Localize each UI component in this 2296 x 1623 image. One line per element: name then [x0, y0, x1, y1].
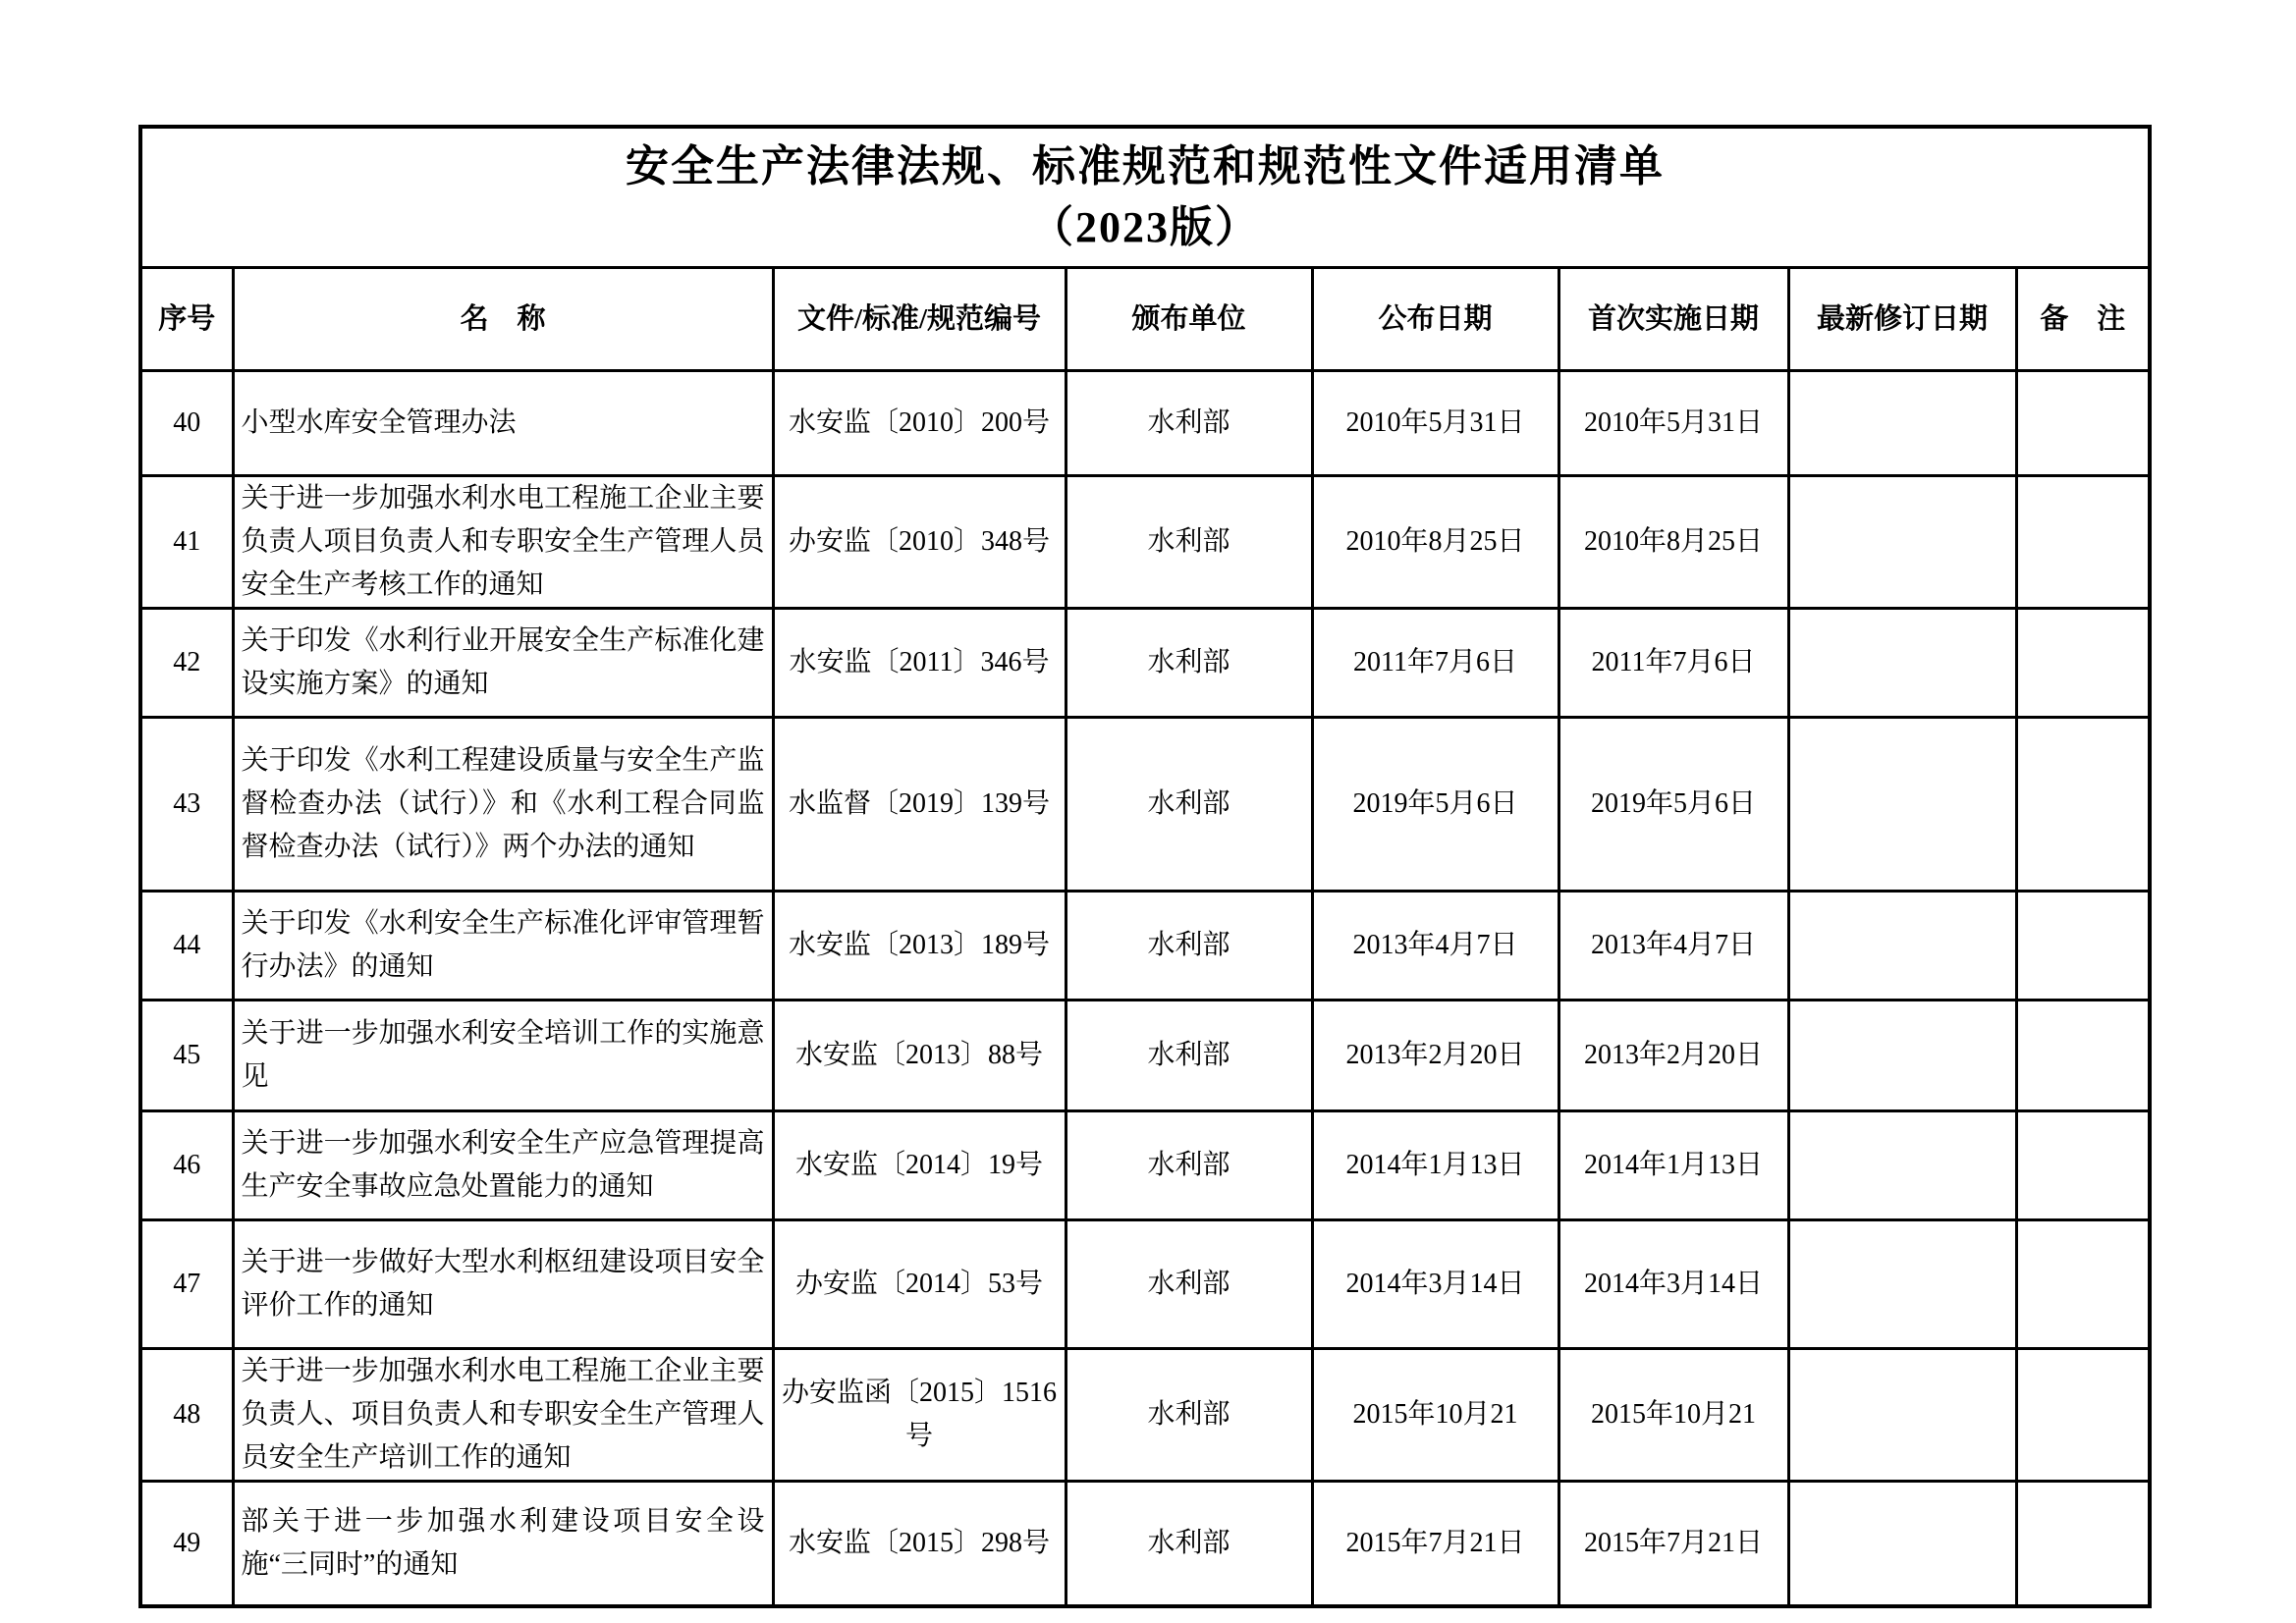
cell-latest-revision-date: [1788, 371, 2016, 476]
cell-no: 48: [140, 1349, 233, 1482]
cell-name: 部关于进一步加强水利建设项目安全设施“三同时”的通知: [233, 1482, 773, 1607]
cell-issuer: 水利部: [1066, 1001, 1312, 1111]
cell-issuer: 水利部: [1066, 476, 1312, 609]
table-row: [140, 371, 2150, 476]
cell-latest-revision-date: [1788, 476, 2016, 609]
col-header-no: 序号: [140, 268, 233, 371]
cell-name: 小型水库安全管理办法: [233, 371, 773, 476]
cell-publish-date: 2010年5月31日: [1312, 371, 1558, 476]
cell-doc-no: 办安监〔2010〕348号: [773, 476, 1066, 609]
cell-no: 45: [140, 1001, 233, 1111]
cell-no: 44: [140, 892, 233, 1001]
cell-remark: [2016, 1482, 2150, 1607]
cell-issuer: 水利部: [1066, 718, 1312, 892]
document-title-edition: （2023版）: [1030, 203, 1260, 251]
cell-issuer: 水利部: [1066, 892, 1312, 1001]
cell-first-impl-date: 2014年1月13日: [1558, 1111, 1788, 1220]
table-row: [140, 1001, 2150, 1111]
table-row: [140, 1220, 2150, 1349]
cell-remark: [2016, 476, 2150, 609]
cell-name: 关于进一步加强水利安全培训工作的实施意见: [233, 1001, 773, 1111]
table-row: [140, 476, 2150, 609]
cell-doc-no: 水安监〔2013〕88号: [773, 1001, 1066, 1111]
cell-first-impl-date: 2015年10月21: [1558, 1349, 1788, 1482]
cell-name: 关于印发《水利工程建设质量与安全生产监督检查办法（试行）》和《水利工程合同监督检查办法（试行）》两个办法的通知: [233, 718, 773, 892]
cell-remark: [2016, 609, 2150, 718]
cell-first-impl-date: 2014年3月14日: [1558, 1220, 1788, 1349]
cell-doc-no: 水监督〔2019〕139号: [773, 718, 1066, 892]
col-header-remark: 备 注: [2016, 268, 2150, 371]
cell-latest-revision-date: [1788, 609, 2016, 718]
cell-doc-no: 水安监〔2011〕346号: [773, 609, 1066, 718]
cell-doc-no: 办安监〔2014〕53号: [773, 1220, 1066, 1349]
table-row: [140, 718, 2150, 892]
cell-name: 关于印发《水利行业开展安全生产标准化建设实施方案》的通知: [233, 609, 773, 718]
col-header-issuer: 颁布单位: [1066, 268, 1312, 371]
cell-remark: [2016, 1220, 2150, 1349]
cell-doc-no: 水安监〔2010〕200号: [773, 371, 1066, 476]
cell-name: 关于进一步加强水利水电工程施工企业主要负责人、项目负责人和专职安全生产管理人员安全生产培训工作的通知: [233, 1349, 773, 1482]
cell-latest-revision-date: [1788, 718, 2016, 892]
cell-first-impl-date: 2019年5月6日: [1558, 718, 1788, 892]
cell-publish-date: 2014年3月14日: [1312, 1220, 1558, 1349]
table-row: [140, 892, 2150, 1001]
cell-issuer: 水利部: [1066, 1349, 1312, 1482]
cell-no: 46: [140, 1111, 233, 1220]
cell-issuer: 水利部: [1066, 1111, 1312, 1220]
cell-no: 43: [140, 718, 233, 892]
cell-publish-date: 2011年7月6日: [1312, 609, 1558, 718]
table-row: [140, 1349, 2150, 1482]
cell-no: 41: [140, 476, 233, 609]
cell-remark: [2016, 892, 2150, 1001]
cell-no: 47: [140, 1220, 233, 1349]
title-row: [140, 127, 2150, 268]
table-row: [140, 1482, 2150, 1607]
cell-doc-no: 水安监〔2014〕19号: [773, 1111, 1066, 1220]
cell-first-impl-date: 2013年2月20日: [1558, 1001, 1788, 1111]
document-title-cell: [140, 127, 2150, 268]
cell-remark: [2016, 371, 2150, 476]
cell-publish-date: 2019年5月6日: [1312, 718, 1558, 892]
cell-remark: [2016, 1111, 2150, 1220]
cell-remark: [2016, 718, 2150, 892]
cell-name: 关于印发《水利安全生产标准化评审管理暂行办法》的通知: [233, 892, 773, 1001]
col-header-first-impl-date: 首次实施日期: [1558, 268, 1788, 371]
cell-latest-revision-date: [1788, 892, 2016, 1001]
cell-name: 关于进一步做好大型水利枢纽建设项目安全评价工作的通知: [233, 1220, 773, 1349]
cell-issuer: 水利部: [1066, 609, 1312, 718]
column-header-row: [140, 268, 2150, 371]
cell-latest-revision-date: [1788, 1349, 2016, 1482]
cell-name: 关于进一步加强水利安全生产应急管理提高生产安全事故应急处置能力的通知: [233, 1111, 773, 1220]
cell-remark: [2016, 1349, 2150, 1482]
cell-first-impl-date: 2010年5月31日: [1558, 371, 1788, 476]
cell-issuer: 水利部: [1066, 1220, 1312, 1349]
cell-latest-revision-date: [1788, 1001, 2016, 1111]
table-row: [140, 1111, 2150, 1220]
col-header-doc-no: 文件/标准/规范编号: [773, 268, 1066, 371]
cell-first-impl-date: 2015年7月21日: [1558, 1482, 1788, 1607]
document-title: 安全生产法律法规、标准规范和规范性文件适用清单: [626, 142, 1665, 190]
table-row: [140, 609, 2150, 718]
cell-doc-no: 办安监函〔2015〕1516号: [773, 1349, 1066, 1482]
cell-no: 42: [140, 609, 233, 718]
cell-remark: [2016, 1001, 2150, 1111]
cell-no: 40: [140, 371, 233, 476]
regulations-table: [138, 125, 2152, 1608]
cell-doc-no: 水安监〔2015〕298号: [773, 1482, 1066, 1607]
cell-doc-no: 水安监〔2013〕189号: [773, 892, 1066, 1001]
cell-issuer: 水利部: [1066, 371, 1312, 476]
cell-latest-revision-date: [1788, 1220, 2016, 1349]
cell-publish-date: 2015年7月21日: [1312, 1482, 1558, 1607]
cell-first-impl-date: 2013年4月7日: [1558, 892, 1788, 1001]
cell-publish-date: 2013年2月20日: [1312, 1001, 1558, 1111]
cell-no: 49: [140, 1482, 233, 1607]
cell-name: 关于进一步加强水利水电工程施工企业主要负责人项目负责人和专职安全生产管理人员安全生产考核工作的通知: [233, 476, 773, 609]
cell-first-impl-date: 2010年8月25日: [1558, 476, 1788, 609]
cell-publish-date: 2014年1月13日: [1312, 1111, 1558, 1220]
cell-first-impl-date: 2011年7月6日: [1558, 609, 1788, 718]
col-header-publish-date: 公布日期: [1312, 268, 1558, 371]
cell-publish-date: 2010年8月25日: [1312, 476, 1558, 609]
col-header-latest-revision-date: 最新修订日期: [1788, 268, 2016, 371]
cell-publish-date: 2015年10月21: [1312, 1349, 1558, 1482]
col-header-name: 名 称: [233, 268, 773, 371]
cell-publish-date: 2013年4月7日: [1312, 892, 1558, 1001]
cell-issuer: 水利部: [1066, 1482, 1312, 1607]
cell-latest-revision-date: [1788, 1111, 2016, 1220]
cell-latest-revision-date: [1788, 1482, 2016, 1607]
